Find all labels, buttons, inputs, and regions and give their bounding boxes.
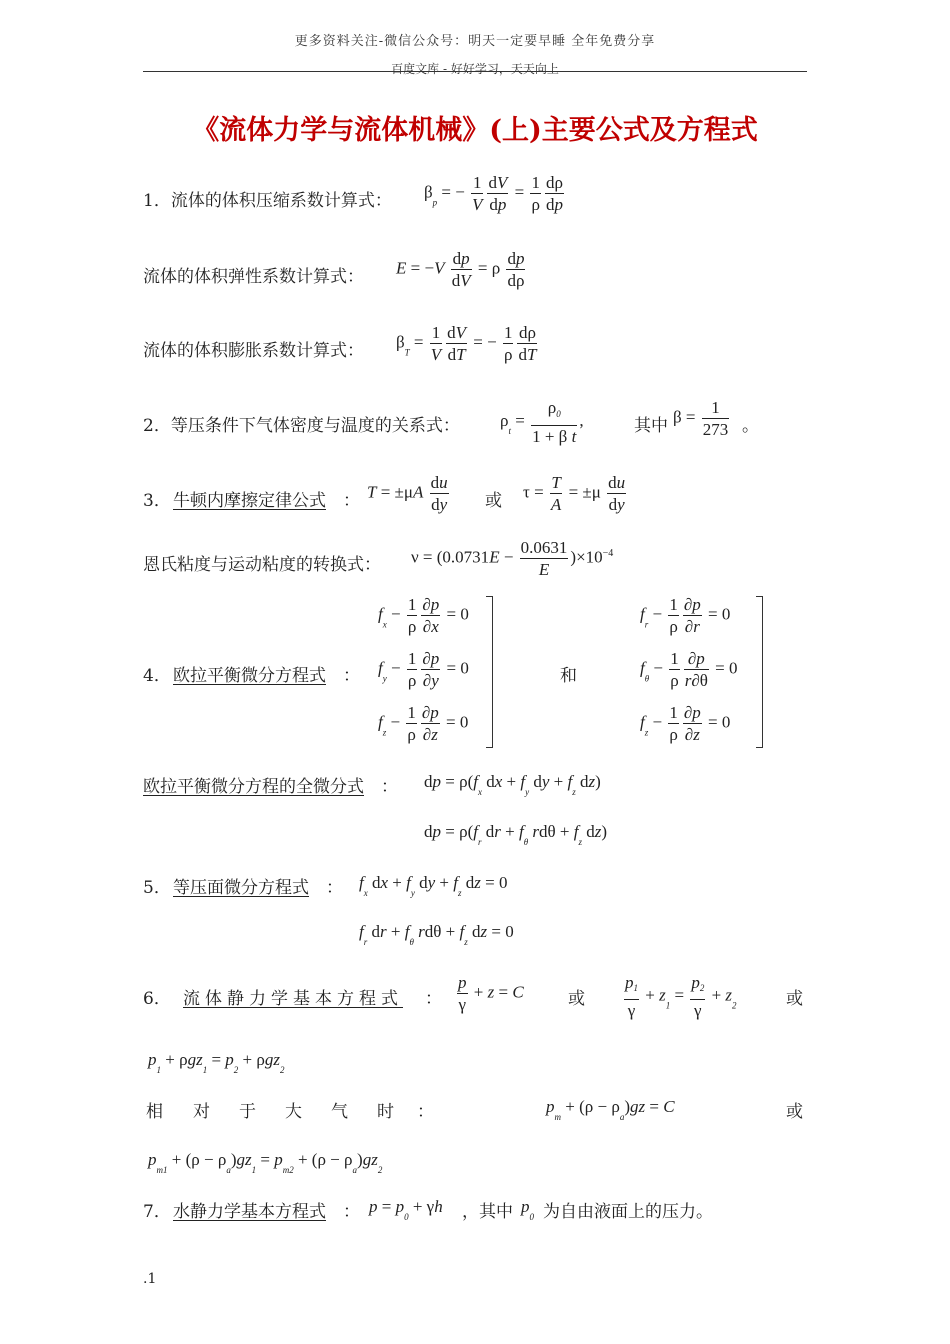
s4-num: 4． bbox=[143, 666, 171, 686]
s6-atm-5: 气 bbox=[331, 1102, 348, 1122]
euler-theta: $f_\theta$ − $\frac{1}{\rho}$ $\frac{\partial p}{r\partial\theta}$ = 0 bbox=[640, 649, 738, 690]
water-static-formula: $p = p_0 + \gamma h$ bbox=[369, 1197, 443, 1222]
s7-desc: 为自由液面上的压力。 bbox=[543, 1202, 713, 1222]
s7-colon: ： bbox=[343, 1202, 360, 1222]
page-title: 《流体力学与流体机械》(上)主要公式及方程式 bbox=[192, 115, 758, 146]
s6-or-1: 或 bbox=[568, 989, 585, 1009]
s6-atm-7: ： bbox=[417, 1102, 434, 1122]
s2-where: 其中 bbox=[634, 416, 668, 436]
s3-colon: ： bbox=[343, 491, 360, 511]
s3b-formula: ν = (0.0731E − $\frac{0.0631}{E}$ )$\times 10^{-4}$ bbox=[411, 538, 614, 579]
euler-z2: $f_z$ − $\frac{1}{\rho}$ $\frac{\partial p}{\partial z}$ = 0 bbox=[640, 703, 731, 744]
s6-atm-2: 对 bbox=[193, 1102, 210, 1122]
isobar-1: $f_x$ dx + $f_y$ dy + $f_z$ dz = 0 bbox=[359, 873, 508, 898]
s5-label: 等压面微分方程式 bbox=[173, 878, 309, 898]
isobar-2: $f_r$ dr + $f_\theta$ $rd\theta + f_z$ dz = 0 bbox=[359, 922, 514, 947]
s4b-label: 欧拉平衡微分方程的全微分式 bbox=[143, 777, 364, 797]
s7-label: 水静力学基本方程式 bbox=[173, 1202, 326, 1222]
s6-or-3: 或 bbox=[786, 1102, 803, 1122]
total-diff-1: dp = $\rho(f_x$ dx + $f_y$ dy + $f_z$ dz) bbox=[424, 772, 601, 797]
s6-atm-6: 时 bbox=[377, 1102, 394, 1122]
s7-where: ，其中 bbox=[462, 1202, 513, 1222]
hydrostatic-3: $p_1 + \rho gz_1 = p_2 + \rho gz_2$ bbox=[148, 1050, 285, 1075]
euler-x: $f_x$ − $\frac{1}{\rho}$ $\frac{\partial p}{\partial x}$ = 0 bbox=[378, 595, 469, 636]
euler-brace-left bbox=[486, 596, 493, 748]
header-promo: 更多资料关注-微信公众号：明天一定要早睡 全年免费分享 bbox=[294, 34, 656, 49]
total-diff-2: dp = $\rho(f_r$ dr + $f_\theta$ $rd\theta + f_z$ dz) bbox=[424, 822, 608, 847]
s1b-formula: E = −V $\frac{dp}{dV}$ = ρ $\frac{dp}{d\rho}$ bbox=[396, 249, 525, 290]
s5-num: 5． bbox=[143, 878, 171, 898]
header-source: 百度文库 - 好好学习，天天向上 bbox=[391, 62, 559, 76]
hydrostatic-2: $\frac{p_1}{\gamma}$ + $z_1$ = $\frac{p_2}{\gamma}$ + $z_2$ bbox=[625, 973, 737, 1020]
s1c-label: 流体的体积膨胀系数计算式： bbox=[143, 341, 364, 361]
page-number: .1 bbox=[143, 1271, 157, 1287]
s6-colon: ： bbox=[425, 989, 442, 1009]
hydrostatic-5: $p_{m1} + (\rho - \rho_a)gz_1 = p_{m2} + (\rho - \rho_a)gz_2$ bbox=[148, 1150, 383, 1175]
s1c-formula: $\beta_T$ = $\frac{1}{V}$ $\frac{dV}{dT}$ = − $\frac{1}{\rho}$ $\frac{d\rho}{dT}$ bbox=[396, 323, 537, 364]
s4-label: 欧拉平衡微分方程式 bbox=[173, 666, 326, 686]
s6-atm-1: 相 bbox=[146, 1102, 163, 1122]
euler-brace-right bbox=[756, 596, 763, 748]
s6-atm-4: 大 bbox=[285, 1102, 302, 1122]
s1-label: 1．流体的体积压缩系数计算式： bbox=[143, 191, 392, 211]
s1b-label: 流体的体积弹性系数计算式： bbox=[143, 267, 364, 287]
s5-colon: ： bbox=[326, 878, 343, 898]
s4-colon: ： bbox=[343, 666, 360, 686]
s6-atm-3: 于 bbox=[239, 1102, 256, 1122]
s1-formula: $\beta_p$ = − $\frac{1}{V}$ $\frac{dV}{dp}$ = $\frac{1}{\rho}$ $\frac{d\rho}{dp}$ bbox=[424, 173, 563, 214]
header-rule bbox=[143, 71, 807, 72]
s4b-colon: ： bbox=[381, 777, 398, 797]
hydrostatic-1: $\frac{p}{\gamma}$ + z = C bbox=[458, 973, 524, 1014]
s2-end: 。 bbox=[742, 416, 759, 436]
euler-y: $f_y$ − $\frac{1}{\rho}$ $\frac{\partial p}{\partial y}$ = 0 bbox=[378, 649, 469, 690]
hydrostatic-4: $p_m + (\rho - \rho_a)gz = C$ bbox=[546, 1097, 675, 1122]
s6-label: 流体静力学基本方程式 bbox=[183, 989, 403, 1009]
s7-p0: $p_0$ bbox=[521, 1197, 534, 1222]
s3-formula-a: T = ±μA $\frac{du}{dy}$ bbox=[367, 473, 448, 514]
s2-beta: β = $\frac{1}{273}$ bbox=[673, 398, 729, 439]
s6-num: 6． bbox=[143, 989, 171, 1009]
s3-formula-b: τ = $\frac{T}{A}$ = ±μ $\frac{du}{dy}$ bbox=[523, 473, 626, 514]
s3b-label: 恩氏粘度与运动粘度的转换式： bbox=[143, 555, 381, 575]
euler-r: $f_r$ − $\frac{1}{\rho}$ $\frac{\partial p}{\partial r}$ = 0 bbox=[640, 595, 731, 636]
s4-and: 和 bbox=[560, 666, 577, 686]
s7-num: 7． bbox=[143, 1202, 171, 1222]
s2-formula: $\rho_t$ = $\frac{\rho_0}{\text{1 + β t}}$ , bbox=[500, 398, 584, 446]
euler-z: $f_z$ − $\frac{1}{\rho}$ $\frac{\partial p}{\partial z}$ = 0 bbox=[378, 703, 469, 744]
s3-or: 或 bbox=[485, 491, 502, 511]
s2-label: 2．等压条件下气体密度与温度的关系式： bbox=[143, 416, 460, 436]
s3-label: 牛顿内摩擦定律公式 bbox=[173, 491, 326, 511]
s3-num: 3． bbox=[143, 491, 171, 511]
s6-or-2: 或 bbox=[786, 989, 803, 1009]
